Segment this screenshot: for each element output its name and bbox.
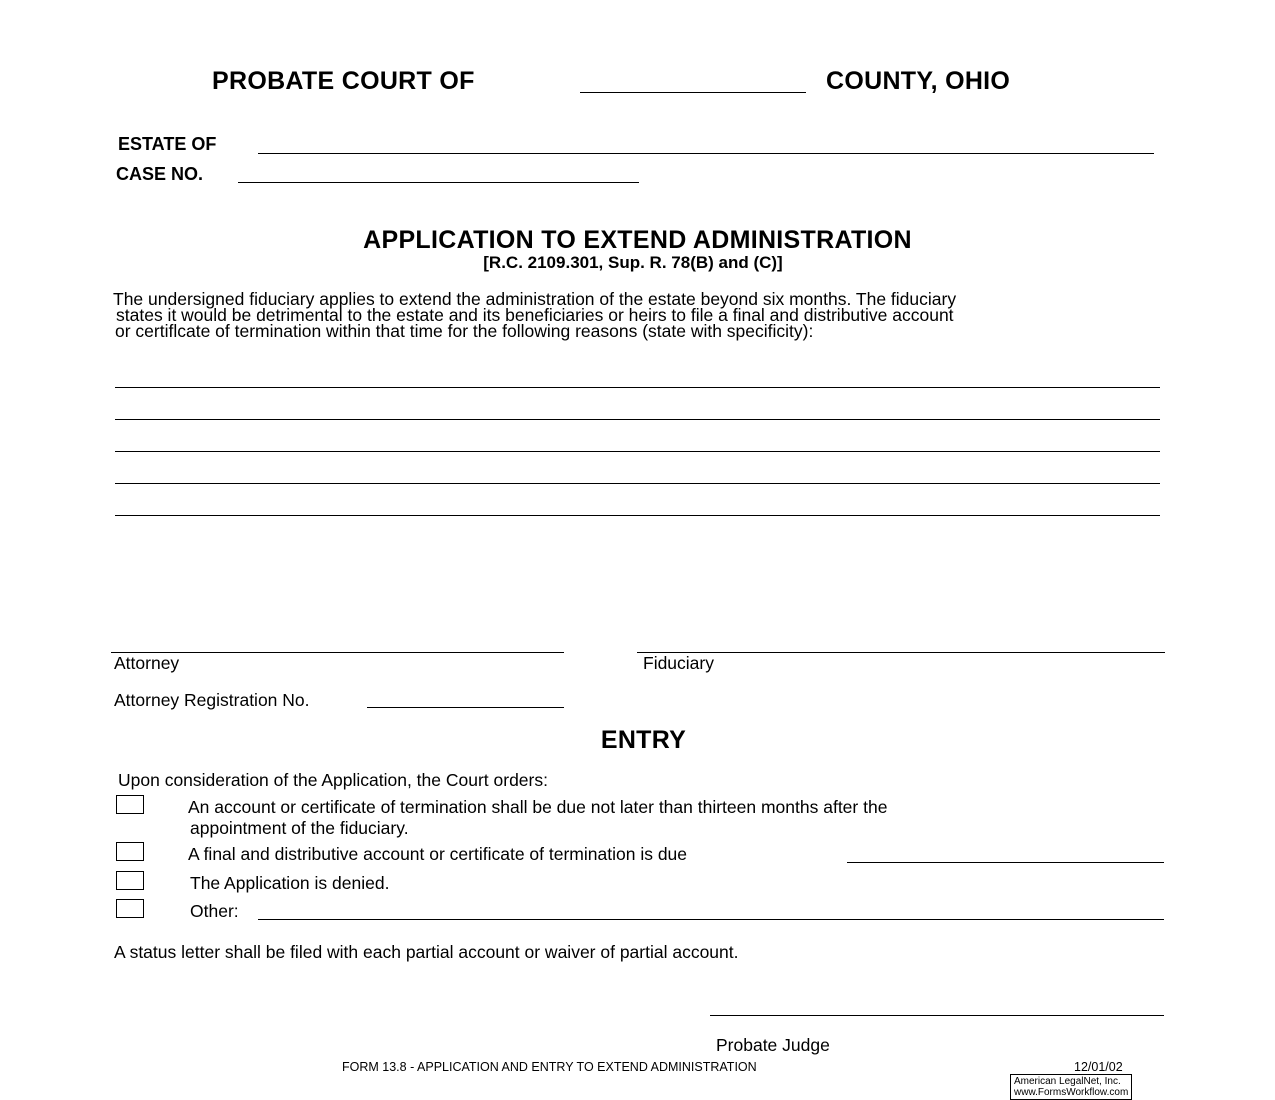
option-thirteen-months-checkbox[interactable] — [116, 795, 144, 814]
application-paragraph — [113, 291, 1173, 339]
option-thirteen-months-line1: An account or certificate of termination shall be due not later than thirteen months after the — [188, 797, 888, 817]
reason-line-2[interactable] — [115, 398, 1160, 420]
case-number-input[interactable] — [238, 162, 639, 183]
paragraph-line-3: or certiflcate of termination within that time for the following reasons (state with specificity): — [115, 321, 814, 341]
option-final-account-checkbox[interactable] — [116, 842, 144, 861]
case-number-label: CASE NO. — [116, 164, 204, 184]
estate-input[interactable] — [258, 132, 1154, 154]
reason-line-4[interactable] — [115, 462, 1160, 484]
probate-judge-label: Probate Judge — [716, 1035, 830, 1055]
option-other-label: Other: — [190, 901, 239, 921]
court-prefix: PROBATE COURT OF — [212, 67, 475, 95]
judge-signature-line[interactable] — [710, 994, 1164, 1016]
attorney-registration-input[interactable] — [367, 686, 564, 708]
attorney-registration-label: Attorney Registration No. — [114, 690, 310, 710]
status-note: A status letter shall be filed with each partial account or waiver of partial account. — [114, 942, 739, 962]
option-other-checkbox[interactable] — [116, 899, 144, 918]
vendor-url: www.FormsWorkflow.com — [1014, 1087, 1129, 1098]
form-footer-date: 12/01/02 — [1074, 1060, 1123, 1074]
other-input[interactable] — [258, 898, 1164, 920]
fiduciary-signature-line[interactable] — [637, 630, 1165, 653]
vendor-badge — [1010, 1074, 1132, 1100]
attorney-signature-line[interactable] — [111, 630, 564, 653]
option-thirteen-months-line2: appointment of the fiduciary. — [190, 818, 409, 838]
option-denied-label: The Application is denied. — [190, 873, 390, 893]
fiduciary-label: Fiduciary — [643, 653, 714, 673]
vendor-name: American LegalNet, Inc. — [1014, 1076, 1121, 1087]
paragraph-line-2: states it would be detrimental to the estate and its beneficiaries or heirs to file a final and distributive account — [116, 305, 954, 325]
entry-heading: ENTRY — [600, 726, 687, 754]
form-citation: [R.C. 2109.301, Sup. R. 78(B) and (C)] — [483, 253, 783, 272]
reason-line-5[interactable] — [115, 494, 1160, 516]
option-denied-checkbox[interactable] — [116, 871, 144, 890]
court-suffix: COUNTY, OHIO — [826, 67, 1011, 95]
county-input[interactable] — [580, 70, 806, 93]
form-footer-title: FORM 13.8 - APPLICATION AND ENTRY TO EXTEND ADMINISTRATION — [342, 1060, 757, 1074]
reason-line-1[interactable] — [115, 366, 1160, 388]
paragraph-line-1: The undersigned fiduciary applies to extend the administration of the estate beyond six months. The fiduciary — [113, 289, 957, 309]
final-account-due-input[interactable] — [847, 841, 1164, 863]
form-title: APPLICATION TO EXTEND ADMINISTRATION — [363, 226, 912, 254]
estate-label: ESTATE OF — [118, 134, 217, 154]
entry-intro: Upon consideration of the Application, the Court orders: — [118, 770, 548, 790]
attorney-label: Attorney — [114, 653, 180, 673]
reason-line-3[interactable] — [115, 430, 1160, 452]
option-final-account-label: A final and distributive account or certificate of termination is due — [188, 844, 688, 864]
